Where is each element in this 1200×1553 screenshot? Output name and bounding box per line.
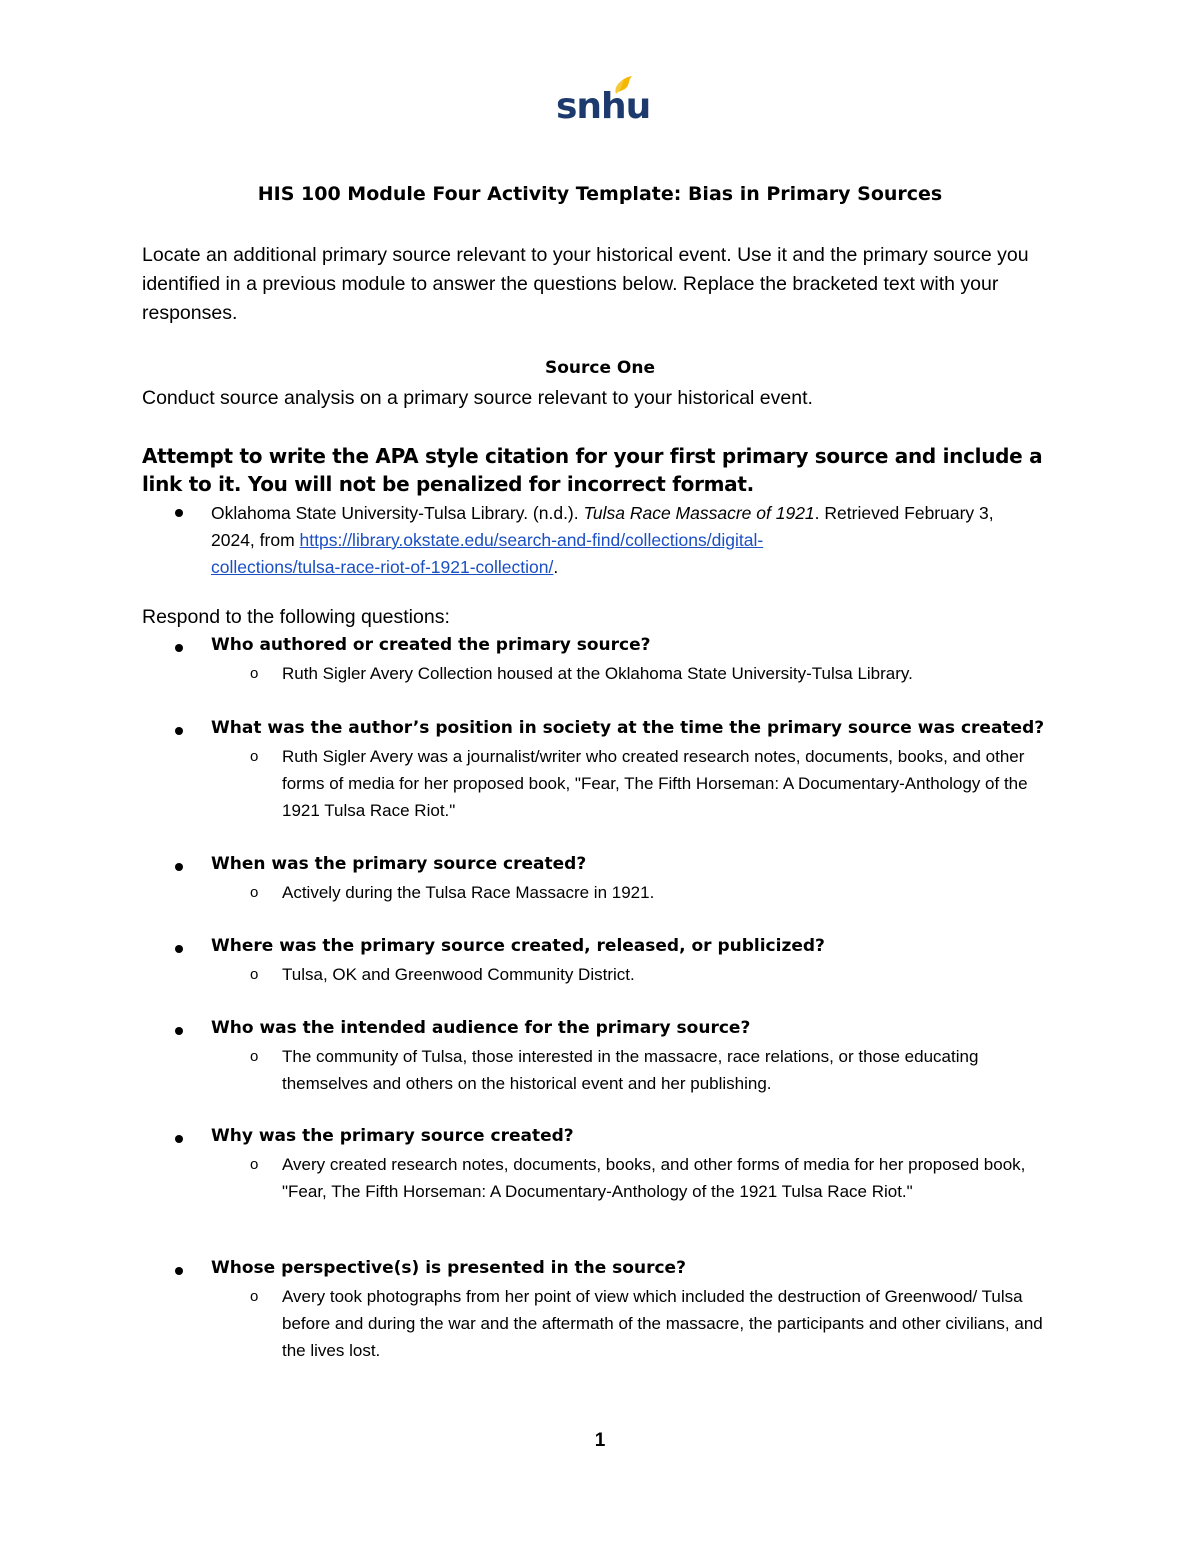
question-5: Who was the intended audience for the primary source? — [211, 1018, 751, 1038]
citation-prefix: Oklahoma State University-Tulsa Library. (n.d.). — [211, 503, 584, 523]
respond-label: Respond to the following questions: — [142, 606, 450, 628]
sub-bullet-icon: o — [250, 1288, 259, 1305]
sub-bullet-icon: o — [250, 884, 259, 901]
sub-bullet-icon: o — [250, 1156, 259, 1173]
question-4: Where was the primary source created, released, or publicized? — [211, 936, 825, 956]
answer-7: Avery took photographs from her point of view which included the destruction of Greenwood/ Tulsa before and during the war and the aftermath of the massacre, the participants and other civilians, and the lives lost. — [282, 1287, 1043, 1360]
bullet-icon — [175, 644, 183, 652]
question-2: What was the author’s position in society at the time the primary source was created? — [211, 718, 1045, 738]
bullet-icon — [175, 863, 183, 871]
bullet-icon — [175, 945, 183, 953]
bullet-icon — [175, 727, 183, 735]
answer-2: Ruth Sigler Avery was a journalist/writer who created research notes, documents, books, and other forms of media for her proposed book, "Fear, The Fifth Horseman: A Documentary-Anthology of the 1921 Tulsa Race Riot." — [282, 747, 1028, 820]
citation-link-line2: collections/tulsa-race-riot-of-1921-collection/ — [211, 557, 554, 577]
sub-bullet-icon: o — [250, 966, 259, 983]
citation-title: Tulsa Race Massacre of 1921 — [583, 503, 815, 523]
bullet-icon — [175, 1267, 183, 1275]
logo-wordmark: snhu — [556, 86, 651, 127]
source-heading: Source One — [544, 358, 656, 378]
bullet-icon — [175, 1135, 183, 1143]
question-1: Who authored or created the primary source? — [211, 635, 651, 655]
answer-6: Avery created research notes, documents, books, and other forms of media for her proposed book, "Fear, The Fifth Horseman: A Documentary-Anthology of the 1921 Tulsa Race Riot." — [282, 1155, 1026, 1201]
sub-bullet-icon: o — [250, 748, 259, 765]
answer-3: Actively during the Tulsa Race Massacre in 1921. — [282, 883, 655, 902]
apa-prompt: Attempt to write the APA style citation for your first primary source and include a link to it. You will not be penalized for incorrect format. — [142, 444, 1043, 496]
answer-1: Ruth Sigler Avery Collection housed at the Oklahoma State University-Tulsa Library. — [282, 664, 913, 683]
citation-suffix: . Retrieved February 3, 2024, from — [211, 503, 994, 550]
sub-bullet-icon: o — [250, 1048, 259, 1065]
document-title: HIS 100 Module Four Activity Template: Bias in Primary Sources — [257, 183, 943, 205]
answer-5: The community of Tulsa, those interested in the massacre, race relations, or those educating themselves and others on the historical event and her publishing. — [282, 1047, 979, 1093]
page-number: 1 — [594, 1430, 606, 1451]
question-6: Why was the primary source created? — [211, 1126, 574, 1146]
source-description: Conduct source analysis on a primary source relevant to your historical event. — [142, 387, 813, 409]
question-3: When was the primary source created? — [211, 854, 587, 874]
bullet-icon — [175, 509, 183, 517]
citation-end: . — [553, 557, 559, 577]
citation-text — [211, 500, 1011, 581]
intro-paragraph: Locate an additional primary source relevant to your historical event. Use it and the primary source you identified in a previous module to answer the questions below. Replace the bracketed text with your responses. — [142, 244, 1029, 324]
bullet-icon — [175, 1027, 183, 1035]
answer-4: Tulsa, OK and Greenwood Community District. — [282, 965, 635, 984]
snhu-logo — [556, 72, 651, 132]
question-7: Whose perspective(s) is presented in the source? — [211, 1258, 686, 1278]
sub-bullet-icon: o — [250, 665, 259, 682]
citation-link-line1: https://library.okstate.edu/search-and-find/collections/digital- — [299, 530, 764, 550]
